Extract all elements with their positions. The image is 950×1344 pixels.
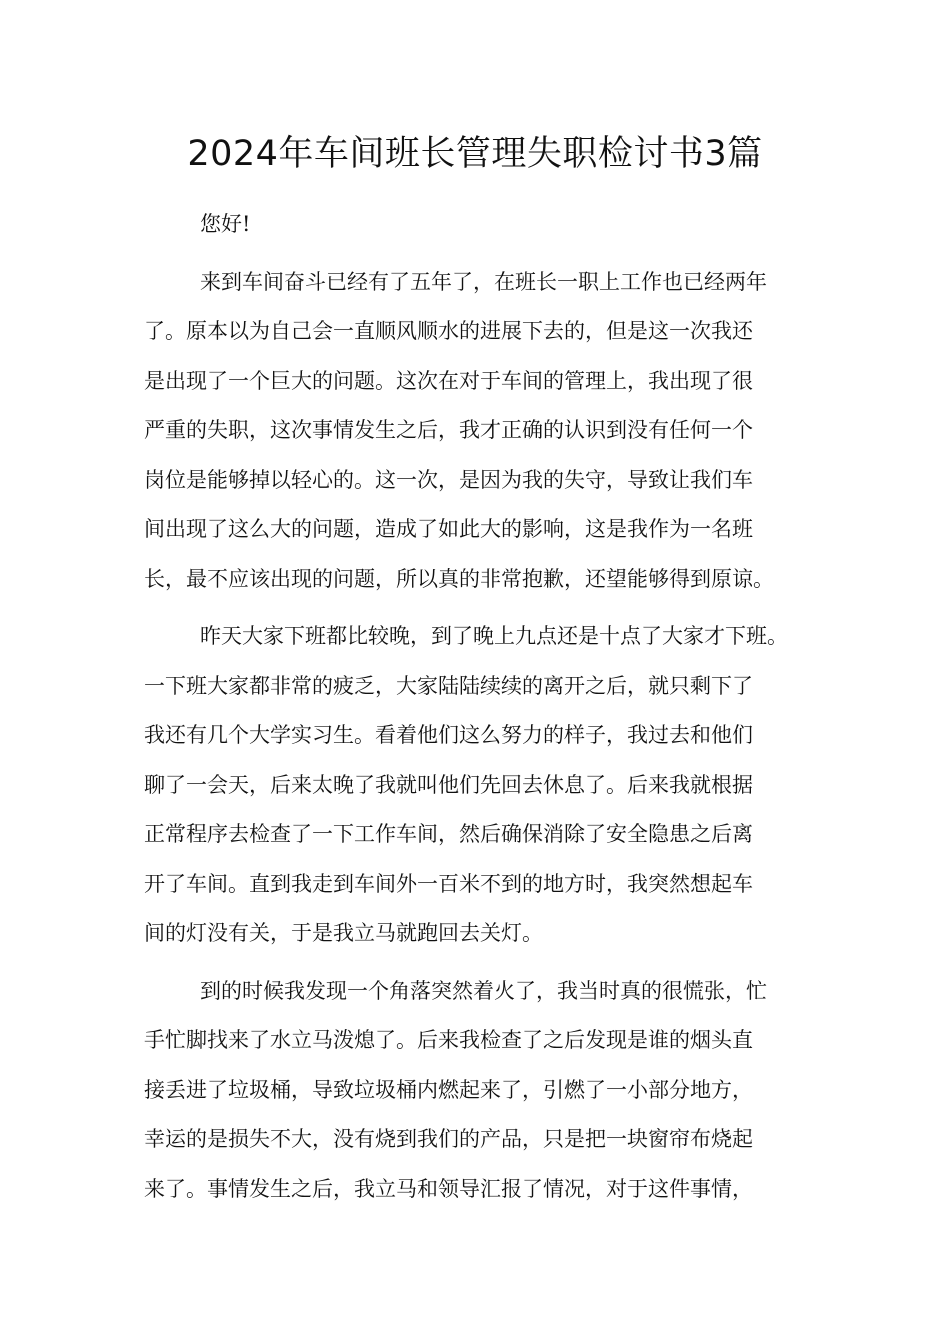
paragraph-gap (144, 959, 816, 967)
paragraph-line: 是出现了一个巨大的问题。这次在对于车间的管理上，我出现了很 (144, 368, 753, 393)
paragraph-gap (144, 250, 816, 258)
paragraph-line: 您好! (200, 212, 251, 236)
paragraph-line: 正常程序去检查了一下工作车间，然后确保消除了安全隐患之后离 (144, 822, 753, 846)
paragraph-line: 来了。事情发生之后，我立马和领导汇报了情况，对于这件事情， (144, 1176, 753, 1201)
document-body (144, 200, 816, 1214)
paragraph-3 (144, 967, 816, 1215)
paragraph-line: 手忙脚找来了水立马泼熄了。后来我检查了之后发现是谁的烟头直 (144, 1028, 753, 1052)
paragraph-line: 我还有几个大学实习生。看着他们这么努力的样子，我过去和他们 (144, 723, 753, 747)
paragraph-line: 幸运的是损失不大，没有烧到我们的产品，只是把一块窗帘布烧起 (144, 1127, 753, 1151)
paragraph-line: 昨天大家下班都比较晚，到了晚上九点还是十点了大家才下班。 (200, 624, 788, 648)
paragraph-2 (144, 612, 816, 959)
paragraph-line: 接丢进了垃圾桶，导致垃圾桶内燃起来了，引燃了一小部分地方， (144, 1077, 753, 1102)
paragraph-line: 了。原本以为自己会一直顺风顺水的进展下去的，但是这一次我还 (144, 319, 753, 343)
paragraph-line: 岗位是能够掉以轻心的。这一次，是因为我的失守，导致让我们车 (144, 467, 753, 492)
paragraph-line: 严重的失职，这次事情发生之后，我才正确的认识到没有任何一个 (144, 418, 753, 442)
paragraph-gap (144, 604, 816, 612)
paragraph-line: 间的灯没有关，于是我立马就跑回去关灯。 (144, 921, 543, 945)
paragraph-greeting (144, 200, 816, 250)
paragraph-line: 到的时候我发现一个角落突然着火了，我当时真的很慌张，忙 (200, 978, 767, 1003)
paragraph-line: 聊了一会天，后来太晚了我就叫他们先回去休息了。后来我就根据 (144, 772, 753, 797)
document-title: 2024年车间班长管理失职检讨书3篇 (187, 134, 763, 174)
paragraph-line: 一下班大家都非常的疲乏，大家陆陆续续的离开之后，就只剩下了 (144, 673, 753, 698)
paragraph-line: 间出现了这么大的问题，造成了如此大的影响，这是我作为一名班 (144, 517, 753, 541)
paragraph-1 (144, 258, 816, 605)
paragraph-line: 开了车间。直到我走到车间外一百米不到的地方时，我突然想起车 (144, 871, 753, 896)
paragraph-line: 来到车间奋斗已经有了五年了，在班长一职上工作也已经两年 (200, 269, 767, 294)
paragraph-line: 长，最不应该出现的问题，所以真的非常抱歉，还望能够得到原谅。 (144, 566, 774, 591)
